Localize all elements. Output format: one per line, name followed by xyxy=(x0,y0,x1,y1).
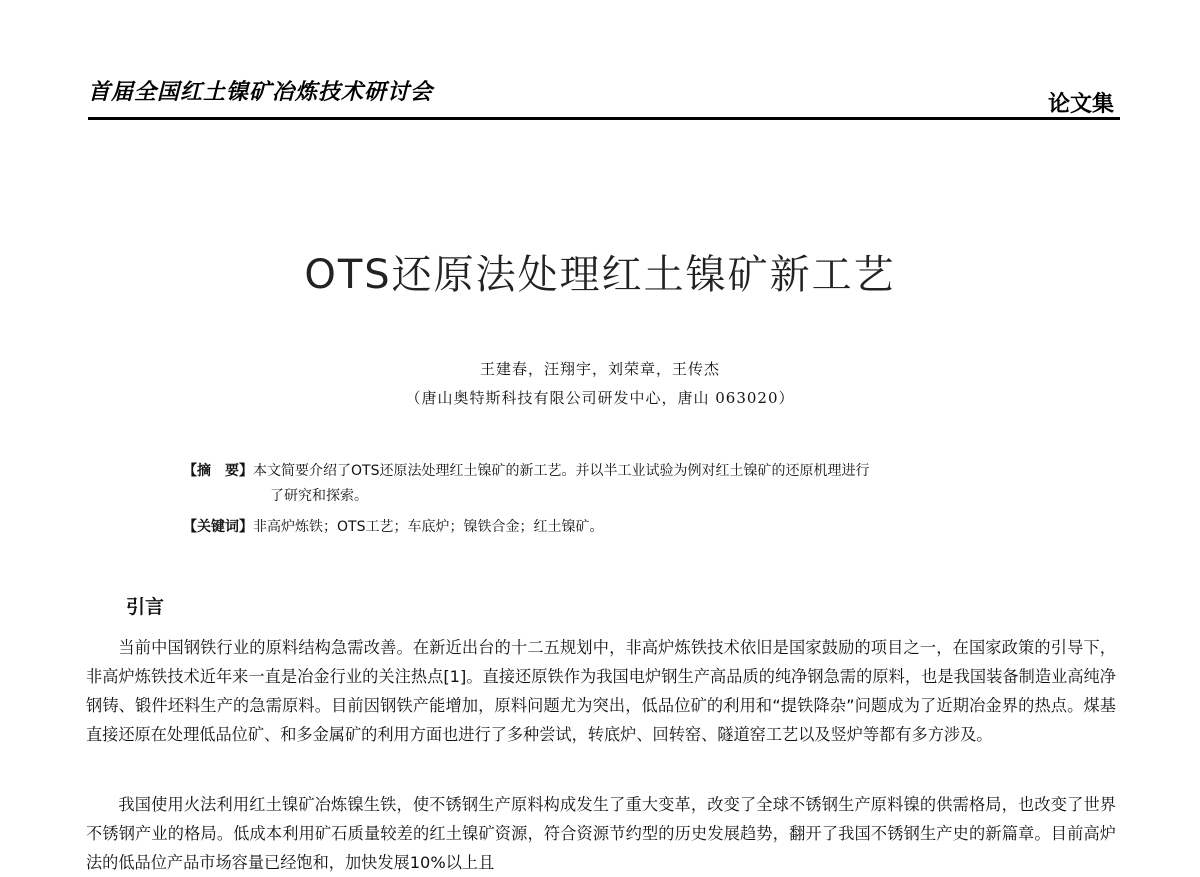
author-list: 王建春，汪翔宇，刘荣章，王传杰 xyxy=(479,360,720,378)
body-paragraph-2: 我国使用火法利用红土镍矿冶炼镍生铁，使不锈钢生产原料构成发生了重大变革，改变了全球不锈钢生产原料镍的供需格局，也改变了世界不锈钢产业的格局。低成本利用矿石质量较差的红土镍矿资源，符合资源节约型的历史发展趋势，翻开了我国不锈钢生产史的新篇章。目前高炉法的低品位产品市场容量已经饱和，加快发展10%以上且 xyxy=(86,795,1116,872)
keywords-label: 【关键词】 xyxy=(183,519,253,535)
conference-header: 首届全国红土镍矿冶炼技术研讨会 xyxy=(88,80,434,105)
abstract-text-line-1: 本文简要介绍了OTS还原法处理红土镍矿的新工艺。并以半工业试验为例对红土镍矿的还原机理进行 xyxy=(253,463,870,479)
abstract-block xyxy=(183,459,1043,484)
header-rule xyxy=(88,117,1120,120)
keywords-block xyxy=(183,515,1043,540)
abstract-text-line-2: 了研究和探索。 xyxy=(270,488,368,504)
paper-title: OTS还原法处理红土镍矿新工艺 xyxy=(304,252,896,298)
body-paragraph-1: 当前中国钢铁行业的原料结构急需改善。在新近出台的十二五规划中，非高炉炼铁技术依旧是国家鼓励的项目之一，在国家政策的引导下，非高炉炼铁技术近年来一直是冶金行业的关注热点[1]。直接还原铁作为我国电炉钢生产高品质的纯净钢急需的原料，也是我国装备制造业高纯净钢铸、锻件坯料生产的急需原料。目前因钢铁产能增加，原料问题尤为突出，低品位矿的利用和“提铁降杂”问题成为了近期冶金界的热点。煤基直接还原在处理低品位矿、和多金属矿的利用方面也进行了多种尝试，转底炉、回转窑、隧道窑工艺以及竖炉等都有多方涉及。 xyxy=(86,638,1116,744)
keywords-text: 非高炉炼铁；OTS工艺；车底炉；镍铁合金；红土镍矿。 xyxy=(253,519,604,535)
abstract-label: 【摘 要】 xyxy=(183,463,253,479)
collection-label: 论文集 xyxy=(1047,92,1114,117)
section-heading: 引言 xyxy=(126,596,165,618)
author-affiliation: （唐山奥特斯科技有限公司研发中心，唐山 063020） xyxy=(405,389,795,407)
